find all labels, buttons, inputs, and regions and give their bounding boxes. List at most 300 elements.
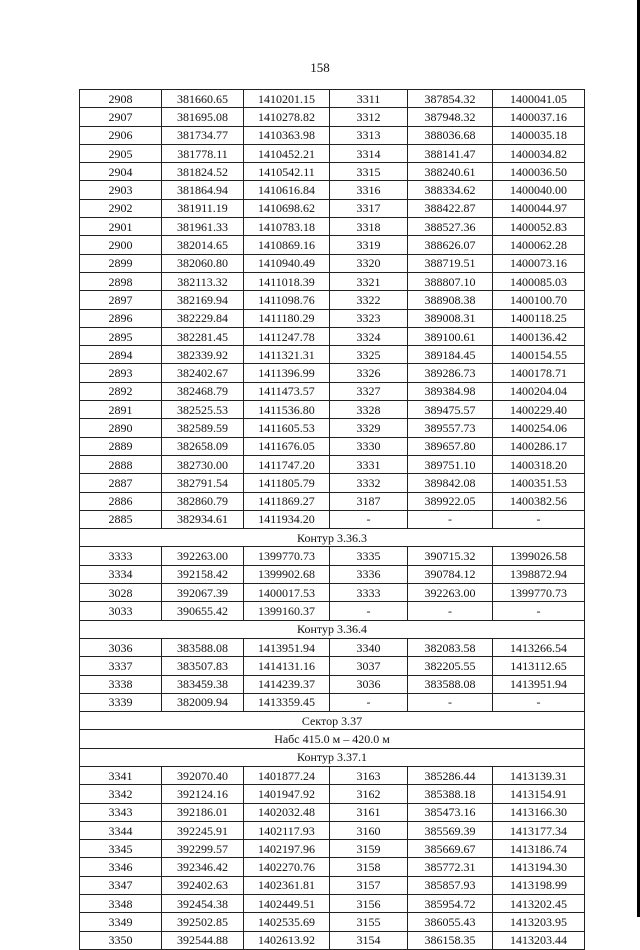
x-coordinate-cell: 389475.57 xyxy=(408,401,493,419)
table-row xyxy=(80,327,585,345)
point-number-cell: 2894 xyxy=(80,346,162,364)
y-coordinate-cell: 1411934.20 xyxy=(244,510,330,528)
point-number-cell: 3155 xyxy=(330,913,408,931)
x-coordinate-cell: 381778.11 xyxy=(162,144,244,162)
point-number-cell: 2906 xyxy=(80,126,162,144)
x-coordinate-cell: 390715.32 xyxy=(408,547,493,565)
x-coordinate-cell: 382113.32 xyxy=(162,272,244,290)
x-coordinate-cell: 388141.47 xyxy=(408,144,493,162)
x-coordinate-cell: 388908.38 xyxy=(408,291,493,309)
x-coordinate-cell: 392346.42 xyxy=(162,858,244,876)
y-coordinate-cell: 1402117.93 xyxy=(244,821,330,839)
y-coordinate-cell: 1400085.03 xyxy=(493,272,585,290)
y-coordinate-cell: 1400041.05 xyxy=(493,90,585,108)
x-coordinate-cell: 388334.62 xyxy=(408,181,493,199)
y-coordinate-cell: 1410783.18 xyxy=(244,218,330,236)
y-coordinate-cell: 1400254.06 xyxy=(493,419,585,437)
table-row xyxy=(80,291,585,309)
point-number-cell: 3335 xyxy=(330,547,408,565)
point-number-cell: 3327 xyxy=(330,382,408,400)
x-coordinate-cell: 382934.61 xyxy=(162,510,244,528)
y-coordinate-cell: 1400017.53 xyxy=(244,584,330,602)
x-coordinate-cell: 385388.18 xyxy=(408,785,493,803)
table-row xyxy=(80,693,585,711)
table-row xyxy=(80,657,585,675)
y-coordinate-cell: 1410201.15 xyxy=(244,90,330,108)
x-coordinate-cell: 389842.08 xyxy=(408,474,493,492)
y-coordinate-cell: 1400052.83 xyxy=(493,218,585,236)
y-coordinate-cell: 1400036.50 xyxy=(493,163,585,181)
y-coordinate-cell: 1400044.97 xyxy=(493,199,585,217)
x-coordinate-cell: 390784.12 xyxy=(408,565,493,583)
y-coordinate-cell: 1400035.18 xyxy=(493,126,585,144)
point-number-cell: 3337 xyxy=(80,657,162,675)
x-coordinate-cell: 392544.88 xyxy=(162,931,244,949)
y-coordinate-cell: 1411605.53 xyxy=(244,419,330,437)
point-number-cell: 2908 xyxy=(80,90,162,108)
y-coordinate-cell: 1400318.20 xyxy=(493,455,585,473)
y-coordinate-cell: 1411536.80 xyxy=(244,401,330,419)
x-coordinate-cell: 385669.67 xyxy=(408,840,493,858)
point-number-cell: 2895 xyxy=(80,327,162,345)
y-coordinate-cell: 1410363.98 xyxy=(244,126,330,144)
point-number-cell: 3342 xyxy=(80,785,162,803)
y-coordinate-cell: 1400136.42 xyxy=(493,327,585,345)
y-coordinate-cell: 1410542.11 xyxy=(244,163,330,181)
table-row xyxy=(80,382,585,400)
y-coordinate-cell: 1399160.37 xyxy=(244,602,330,620)
point-number-cell: 3162 xyxy=(330,785,408,803)
y-coordinate-cell: 1411018.39 xyxy=(244,272,330,290)
section-header: Контур 3.37.1 xyxy=(80,748,585,766)
y-coordinate-cell: 1413359.45 xyxy=(244,693,330,711)
table-row xyxy=(80,547,585,565)
y-coordinate-cell: 1413203.44 xyxy=(493,931,585,949)
x-coordinate-cell: 382009.94 xyxy=(162,693,244,711)
y-coordinate-cell: 1399026.58 xyxy=(493,547,585,565)
point-number-cell: 2891 xyxy=(80,401,162,419)
point-number-cell: 3160 xyxy=(330,821,408,839)
x-coordinate-cell: 382083.58 xyxy=(408,638,493,656)
x-coordinate-cell: 382589.59 xyxy=(162,419,244,437)
x-coordinate-cell: 382402.67 xyxy=(162,364,244,382)
point-number-cell: 3315 xyxy=(330,163,408,181)
y-coordinate-cell: - xyxy=(493,693,585,711)
y-coordinate-cell: 1400118.25 xyxy=(493,309,585,327)
y-coordinate-cell: 1400351.53 xyxy=(493,474,585,492)
y-coordinate-cell: - xyxy=(493,510,585,528)
table-row xyxy=(80,492,585,510)
table-row xyxy=(80,510,585,528)
y-coordinate-cell: 1411396.99 xyxy=(244,364,330,382)
x-coordinate-cell: 381734.77 xyxy=(162,126,244,144)
x-coordinate-cell: 381911.19 xyxy=(162,199,244,217)
table-row xyxy=(80,785,585,803)
y-coordinate-cell: - xyxy=(493,602,585,620)
x-coordinate-cell: 382281.45 xyxy=(162,327,244,345)
y-coordinate-cell: 1411805.79 xyxy=(244,474,330,492)
x-coordinate-cell: 389922.05 xyxy=(408,492,493,510)
x-coordinate-cell: 389384.98 xyxy=(408,382,493,400)
point-number-cell: 3036 xyxy=(330,675,408,693)
point-number-cell: 2897 xyxy=(80,291,162,309)
point-number-cell: 3330 xyxy=(330,437,408,455)
table-row xyxy=(80,199,585,217)
y-coordinate-cell: 1400204.04 xyxy=(493,382,585,400)
x-coordinate-cell: 381864.94 xyxy=(162,181,244,199)
point-number-cell: 3334 xyxy=(80,565,162,583)
table-row xyxy=(80,858,585,876)
x-coordinate-cell: - xyxy=(408,510,493,528)
table-row xyxy=(80,218,585,236)
y-coordinate-cell: 1413951.94 xyxy=(244,638,330,656)
y-coordinate-cell: 1402535.69 xyxy=(244,913,330,931)
y-coordinate-cell: 1411869.27 xyxy=(244,492,330,510)
point-number-cell: 3324 xyxy=(330,327,408,345)
point-number-cell: 3347 xyxy=(80,876,162,894)
y-coordinate-cell: 1402361.81 xyxy=(244,876,330,894)
y-coordinate-cell: 1400034.82 xyxy=(493,144,585,162)
y-coordinate-cell: 1410452.21 xyxy=(244,144,330,162)
point-number-cell: 2886 xyxy=(80,492,162,510)
x-coordinate-cell: 388719.51 xyxy=(408,254,493,272)
point-number-cell: 3350 xyxy=(80,931,162,949)
x-coordinate-cell: 388422.87 xyxy=(408,199,493,217)
page-number: 158 xyxy=(310,60,330,75)
x-coordinate-cell: 388240.61 xyxy=(408,163,493,181)
y-coordinate-cell: 1411247.78 xyxy=(244,327,330,345)
point-number-cell: - xyxy=(330,693,408,711)
point-number-cell: 2898 xyxy=(80,272,162,290)
y-coordinate-cell: 1400073.16 xyxy=(493,254,585,272)
y-coordinate-cell: 1400037.16 xyxy=(493,108,585,126)
y-coordinate-cell: 1402197.96 xyxy=(244,840,330,858)
x-coordinate-cell: 385954.72 xyxy=(408,895,493,913)
y-coordinate-cell: 1410278.82 xyxy=(244,108,330,126)
y-coordinate-cell: 1400178.71 xyxy=(493,364,585,382)
x-coordinate-cell: 392245.91 xyxy=(162,821,244,839)
table-row xyxy=(80,126,585,144)
y-coordinate-cell: 1402613.92 xyxy=(244,931,330,949)
x-coordinate-cell: 387854.32 xyxy=(408,90,493,108)
y-coordinate-cell: 1413194.30 xyxy=(493,858,585,876)
coordinates-table xyxy=(79,89,585,950)
y-coordinate-cell: 1413202.45 xyxy=(493,895,585,913)
x-coordinate-cell: 382205.55 xyxy=(408,657,493,675)
point-number-cell: 2896 xyxy=(80,309,162,327)
x-coordinate-cell: 389557.73 xyxy=(408,419,493,437)
point-number-cell: 3333 xyxy=(80,547,162,565)
point-number-cell: 3158 xyxy=(330,858,408,876)
point-number-cell: 3317 xyxy=(330,199,408,217)
x-coordinate-cell: 388626.07 xyxy=(408,236,493,254)
x-coordinate-cell: 382014.65 xyxy=(162,236,244,254)
x-coordinate-cell: 392067.39 xyxy=(162,584,244,602)
x-coordinate-cell: 389008.31 xyxy=(408,309,493,327)
x-coordinate-cell: 382791.54 xyxy=(162,474,244,492)
x-coordinate-cell: 392299.57 xyxy=(162,840,244,858)
point-number-cell: 3331 xyxy=(330,455,408,473)
y-coordinate-cell: 1400286.17 xyxy=(493,437,585,455)
x-coordinate-cell: 392454.38 xyxy=(162,895,244,913)
point-number-cell: 3326 xyxy=(330,364,408,382)
point-number-cell: 3340 xyxy=(330,638,408,656)
point-number-cell: 3346 xyxy=(80,858,162,876)
point-number-cell: 3333 xyxy=(330,584,408,602)
x-coordinate-cell: 382339.92 xyxy=(162,346,244,364)
y-coordinate-cell: 1411473.57 xyxy=(244,382,330,400)
point-number-cell: 3328 xyxy=(330,401,408,419)
section-header-row xyxy=(80,730,585,748)
y-coordinate-cell: 1400154.55 xyxy=(493,346,585,364)
point-number-cell: 3323 xyxy=(330,309,408,327)
point-number-cell: 3348 xyxy=(80,895,162,913)
x-coordinate-cell: 387948.32 xyxy=(408,108,493,126)
point-number-cell: 3318 xyxy=(330,218,408,236)
y-coordinate-cell: 1400100.70 xyxy=(493,291,585,309)
section-header: Набс 415.0 м – 420.0 м xyxy=(80,730,585,748)
x-coordinate-cell: 385857.93 xyxy=(408,876,493,894)
point-number-cell: 2903 xyxy=(80,181,162,199)
x-coordinate-cell: 381824.52 xyxy=(162,163,244,181)
table-row xyxy=(80,346,585,364)
x-coordinate-cell: 382860.79 xyxy=(162,492,244,510)
x-coordinate-cell: 392402.63 xyxy=(162,876,244,894)
y-coordinate-cell: 1413951.94 xyxy=(493,675,585,693)
y-coordinate-cell: 1402032.48 xyxy=(244,803,330,821)
table-row xyxy=(80,840,585,858)
x-coordinate-cell: 392158.42 xyxy=(162,565,244,583)
point-number-cell: 3341 xyxy=(80,766,162,784)
x-coordinate-cell: 389657.80 xyxy=(408,437,493,455)
y-coordinate-cell: 1413112.65 xyxy=(493,657,585,675)
point-number-cell: 2889 xyxy=(80,437,162,455)
point-number-cell: 3154 xyxy=(330,931,408,949)
y-coordinate-cell: 1400382.56 xyxy=(493,492,585,510)
y-coordinate-cell: 1413266.54 xyxy=(493,638,585,656)
point-number-cell: 3332 xyxy=(330,474,408,492)
point-number-cell: 3345 xyxy=(80,840,162,858)
x-coordinate-cell: 388527.36 xyxy=(408,218,493,236)
y-coordinate-cell: 1400229.40 xyxy=(493,401,585,419)
y-coordinate-cell: 1399770.73 xyxy=(244,547,330,565)
x-coordinate-cell: 385286.44 xyxy=(408,766,493,784)
point-number-cell: 3338 xyxy=(80,675,162,693)
y-coordinate-cell: 1400040.00 xyxy=(493,181,585,199)
x-coordinate-cell: 390655.42 xyxy=(162,602,244,620)
point-number-cell: - xyxy=(330,602,408,620)
section-header-row xyxy=(80,529,585,547)
y-coordinate-cell: 1400062.28 xyxy=(493,236,585,254)
y-coordinate-cell: 1401877.24 xyxy=(244,766,330,784)
point-number-cell: 2890 xyxy=(80,419,162,437)
x-coordinate-cell: 386158.35 xyxy=(408,931,493,949)
point-number-cell: 3314 xyxy=(330,144,408,162)
x-coordinate-cell: 382525.53 xyxy=(162,401,244,419)
x-coordinate-cell: 389751.10 xyxy=(408,455,493,473)
section-header: Контур 3.36.3 xyxy=(80,529,585,547)
point-number-cell: 3037 xyxy=(330,657,408,675)
y-coordinate-cell: 1410698.62 xyxy=(244,199,330,217)
table-row xyxy=(80,766,585,784)
y-coordinate-cell: 1401947.92 xyxy=(244,785,330,803)
section-header-row xyxy=(80,748,585,766)
coordinates-table-body xyxy=(80,90,585,950)
y-coordinate-cell: 1399902.68 xyxy=(244,565,330,583)
y-coordinate-cell: 1413139.31 xyxy=(493,766,585,784)
point-number-cell: 2907 xyxy=(80,108,162,126)
y-coordinate-cell: 1399770.73 xyxy=(493,584,585,602)
y-coordinate-cell: 1414239.37 xyxy=(244,675,330,693)
table-row xyxy=(80,565,585,583)
y-coordinate-cell: 1402270.76 xyxy=(244,858,330,876)
x-coordinate-cell: 383507.83 xyxy=(162,657,244,675)
point-number-cell: 2904 xyxy=(80,163,162,181)
x-coordinate-cell: 385473.16 xyxy=(408,803,493,821)
table-row xyxy=(80,931,585,949)
table-row xyxy=(80,181,585,199)
table-row xyxy=(80,803,585,821)
table-row xyxy=(80,272,585,290)
table-row xyxy=(80,876,585,894)
table-row xyxy=(80,236,585,254)
y-coordinate-cell: 1413166.30 xyxy=(493,803,585,821)
point-number-cell: 3311 xyxy=(330,90,408,108)
x-coordinate-cell: 392263.00 xyxy=(408,584,493,602)
y-coordinate-cell: 1411676.05 xyxy=(244,437,330,455)
point-number-cell: 3321 xyxy=(330,272,408,290)
x-coordinate-cell: 382169.94 xyxy=(162,291,244,309)
table-row xyxy=(80,474,585,492)
y-coordinate-cell: 1413203.95 xyxy=(493,913,585,931)
x-coordinate-cell: 388807.10 xyxy=(408,272,493,290)
point-number-cell: 2899 xyxy=(80,254,162,272)
point-number-cell: - xyxy=(330,510,408,528)
x-coordinate-cell: 392070.40 xyxy=(162,766,244,784)
point-number-cell: 2905 xyxy=(80,144,162,162)
x-coordinate-cell: 382468.79 xyxy=(162,382,244,400)
table-row xyxy=(80,584,585,602)
point-number-cell: 3036 xyxy=(80,638,162,656)
x-coordinate-cell: 386055.43 xyxy=(408,913,493,931)
x-coordinate-cell: 381660.65 xyxy=(162,90,244,108)
point-number-cell: 2888 xyxy=(80,455,162,473)
point-number-cell: 3344 xyxy=(80,821,162,839)
point-number-cell: 3319 xyxy=(330,236,408,254)
point-number-cell: 3159 xyxy=(330,840,408,858)
point-number-cell: 3187 xyxy=(330,492,408,510)
point-number-cell: 2887 xyxy=(80,474,162,492)
y-coordinate-cell: 1398872.94 xyxy=(493,565,585,583)
table-row xyxy=(80,675,585,693)
table-row xyxy=(80,163,585,181)
x-coordinate-cell: 392502.85 xyxy=(162,913,244,931)
y-coordinate-cell: 1402449.51 xyxy=(244,895,330,913)
table-row xyxy=(80,364,585,382)
x-coordinate-cell: 382060.80 xyxy=(162,254,244,272)
point-number-cell: 3322 xyxy=(330,291,408,309)
table-row xyxy=(80,455,585,473)
x-coordinate-cell: 383588.08 xyxy=(408,675,493,693)
point-number-cell: 3336 xyxy=(330,565,408,583)
point-number-cell: 2892 xyxy=(80,382,162,400)
x-coordinate-cell: 388036.68 xyxy=(408,126,493,144)
x-coordinate-cell: 383459.38 xyxy=(162,675,244,693)
x-coordinate-cell: 383588.08 xyxy=(162,638,244,656)
y-coordinate-cell: 1411747.20 xyxy=(244,455,330,473)
y-coordinate-cell: 1413177.34 xyxy=(493,821,585,839)
table-row xyxy=(80,90,585,108)
point-number-cell: 3163 xyxy=(330,766,408,784)
x-coordinate-cell: 392263.00 xyxy=(162,547,244,565)
section-header: Сектор 3.37 xyxy=(80,712,585,730)
table-row xyxy=(80,895,585,913)
table-row xyxy=(80,254,585,272)
x-coordinate-cell: - xyxy=(408,693,493,711)
table-row xyxy=(80,821,585,839)
point-number-cell: 3161 xyxy=(330,803,408,821)
point-number-cell: 3349 xyxy=(80,913,162,931)
point-number-cell: 3157 xyxy=(330,876,408,894)
point-number-cell: 2900 xyxy=(80,236,162,254)
table-row xyxy=(80,602,585,620)
x-coordinate-cell: 381961.33 xyxy=(162,218,244,236)
table-row xyxy=(80,401,585,419)
x-coordinate-cell: 381695.08 xyxy=(162,108,244,126)
y-coordinate-cell: 1410869.16 xyxy=(244,236,330,254)
y-coordinate-cell: 1413186.74 xyxy=(493,840,585,858)
x-coordinate-cell: 382730.00 xyxy=(162,455,244,473)
x-coordinate-cell: 392186.01 xyxy=(162,803,244,821)
point-number-cell: 3028 xyxy=(80,584,162,602)
point-number-cell: 3312 xyxy=(330,108,408,126)
table-row xyxy=(80,437,585,455)
section-header-row xyxy=(80,620,585,638)
point-number-cell: 3156 xyxy=(330,895,408,913)
point-number-cell: 3339 xyxy=(80,693,162,711)
point-number-cell: 3343 xyxy=(80,803,162,821)
y-coordinate-cell: 1414131.16 xyxy=(244,657,330,675)
point-number-cell: 3325 xyxy=(330,346,408,364)
point-number-cell: 3316 xyxy=(330,181,408,199)
point-number-cell: 3329 xyxy=(330,419,408,437)
table-row xyxy=(80,638,585,656)
x-coordinate-cell: 389100.61 xyxy=(408,327,493,345)
y-coordinate-cell: 1410940.49 xyxy=(244,254,330,272)
x-coordinate-cell: 385772.31 xyxy=(408,858,493,876)
x-coordinate-cell: 385569.39 xyxy=(408,821,493,839)
x-coordinate-cell: - xyxy=(408,602,493,620)
y-coordinate-cell: 1411180.29 xyxy=(244,309,330,327)
point-number-cell: 2902 xyxy=(80,199,162,217)
x-coordinate-cell: 389286.73 xyxy=(408,364,493,382)
section-header-row xyxy=(80,712,585,730)
y-coordinate-cell: 1410616.84 xyxy=(244,181,330,199)
y-coordinate-cell: 1413198.99 xyxy=(493,876,585,894)
x-coordinate-cell: 389184.45 xyxy=(408,346,493,364)
x-coordinate-cell: 382229.84 xyxy=(162,309,244,327)
y-coordinate-cell: 1411098.76 xyxy=(244,291,330,309)
point-number-cell: 2885 xyxy=(80,510,162,528)
x-coordinate-cell: 382658.09 xyxy=(162,437,244,455)
point-number-cell: 2901 xyxy=(80,218,162,236)
point-number-cell: 3033 xyxy=(80,602,162,620)
y-coordinate-cell: 1413154.91 xyxy=(493,785,585,803)
x-coordinate-cell: 392124.16 xyxy=(162,785,244,803)
point-number-cell: 3313 xyxy=(330,126,408,144)
y-coordinate-cell: 1411321.31 xyxy=(244,346,330,364)
point-number-cell: 3320 xyxy=(330,254,408,272)
